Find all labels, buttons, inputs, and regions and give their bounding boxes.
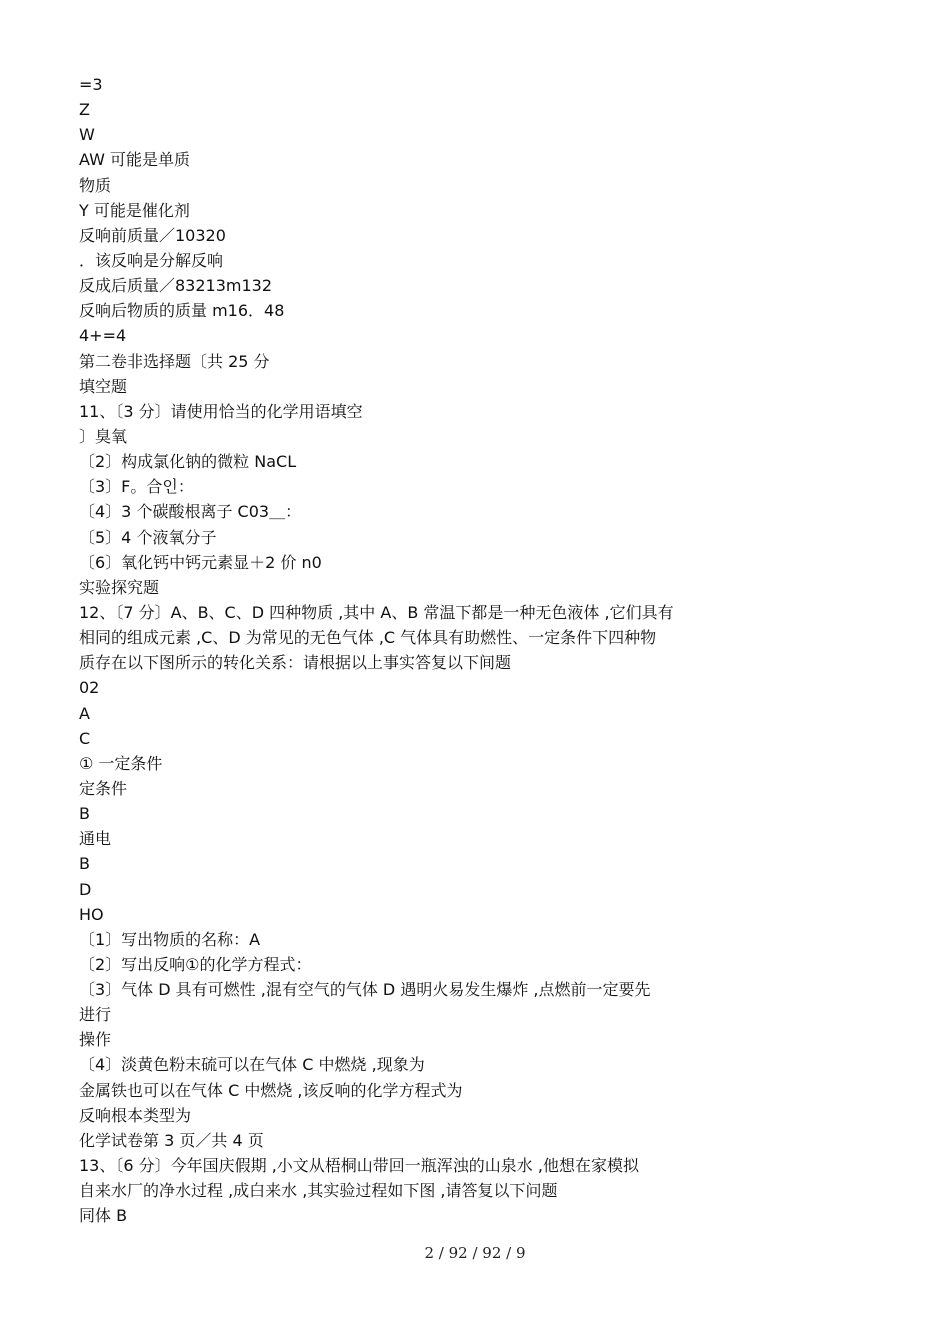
text-line: ．该反响是分解反响	[79, 250, 224, 270]
text-line: Y 可能是催化剂	[79, 200, 190, 220]
text-line: 进行	[79, 1005, 112, 1025]
text-line: 通电	[79, 829, 112, 849]
text-line: 实验探究题	[79, 577, 160, 597]
text-line: 13、〔6 分〕今年国庆假期 ,小文从梧桐山带回一瓶浑浊的山泉水 ,他想在家模拟	[79, 1156, 639, 1176]
text-line: 物质	[79, 175, 112, 195]
text-line: 〔3〕F。合인：	[79, 477, 194, 497]
text-line: 反成后质量／83213m132	[79, 276, 273, 296]
text-line: 定条件	[79, 778, 128, 798]
text-line: 12、〔7 分〕A、B、C、D 四种物质 ,其中 A、B 常温下都是一种无色液体 ,它们具有	[79, 602, 674, 622]
text-line: B	[79, 854, 90, 874]
text-line: 第二卷非选择题〔共 25 分	[79, 351, 270, 371]
text-line: D	[79, 879, 92, 899]
text-line: A	[79, 703, 90, 723]
text-line: 化学试卷第 3 页／共 4 页	[79, 1130, 264, 1150]
text-line: 操作	[79, 1030, 112, 1050]
page-number-footer: 2 / 92 / 92 / 9	[424, 1244, 526, 1262]
text-line: 02	[79, 678, 100, 698]
text-line: B	[79, 804, 90, 824]
text-line: W	[79, 125, 95, 145]
text-line: Z	[79, 100, 90, 120]
text-line: 〔6〕氧化钙中钙元素显＋2 价 n0	[79, 552, 322, 572]
text-line: 〔5〕4 个液氧分子	[79, 527, 217, 547]
text-line: 〔4〕淡黄色粉末硫可以在气体 C 中燃烧 ,现象为	[79, 1055, 425, 1075]
text-line: 金属铁也可以在气体 C 中燃烧 ,该反响的化学方程式为	[79, 1080, 463, 1100]
text-line: 11、〔3 分〕请使用恰当的化学用语填空	[79, 401, 363, 421]
text-line: 〔2〕构成氯化钠的微粒 NaCL	[79, 452, 297, 472]
text-line: 自来水厂的净水过程 ,成白来水 ,其实验过程如下图 ,请答复以下问题	[79, 1181, 558, 1201]
document-body	[79, 72, 899, 1228]
text-line: ① 一定条件	[79, 753, 163, 773]
text-line: 质存在以下图所示的转化关系：请根据以上事实答复以下间题	[79, 653, 512, 673]
text-line: 反响前质量／10320	[79, 225, 226, 245]
text-line: 反响根本类型为	[79, 1105, 192, 1125]
text-line: 〔4〕3 个碳酸根离子 C03＿：	[79, 502, 302, 522]
text-line: =3	[79, 75, 103, 94]
text-line: 填空题	[79, 376, 128, 396]
text-line: 相同的组成元素 ,C、D 为常见的无色气体 ,C 气体具有助燃性、一定条件下四种物	[79, 628, 657, 648]
text-line: HO	[79, 904, 104, 924]
text-line: C	[79, 728, 91, 748]
text-line: 〔1〕写出物质的名称：A	[79, 929, 261, 949]
text-line: 4+=4	[79, 326, 127, 346]
text-line: 同体 B	[79, 1206, 128, 1226]
text-line: 〔2〕写出反响①的化学方程式：	[79, 954, 312, 974]
text-line: 反响后物质的质量 m16．48	[79, 301, 285, 321]
text-line: AW 可能是单质	[79, 150, 190, 170]
text-line: 〔3〕气体 D 具有可燃性 ,混有空气的气体 D 遇明火易发生爆炸 ,点燃前一定要先	[79, 980, 651, 1000]
text-line: 〕臭氧	[79, 426, 128, 446]
